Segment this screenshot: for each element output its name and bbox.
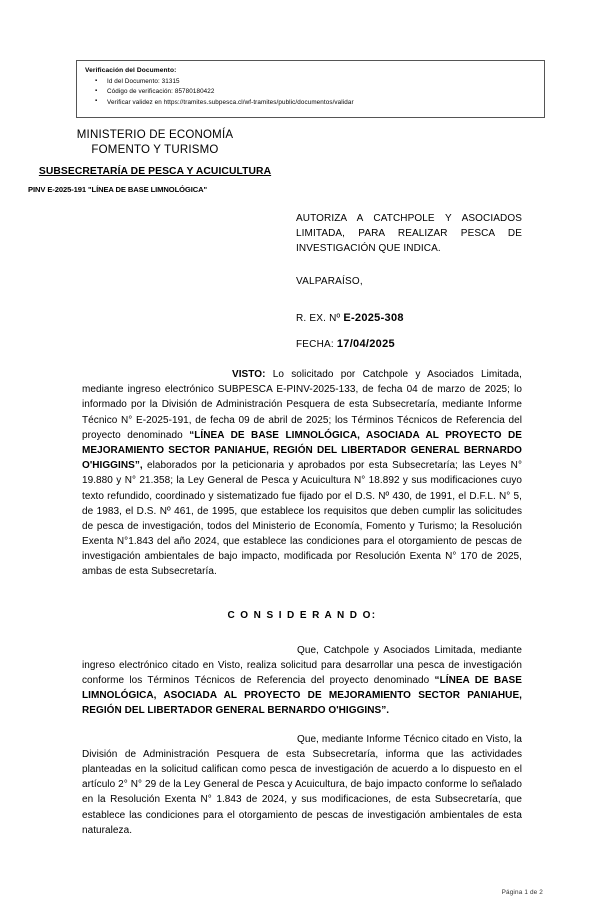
visto-text-a: Lo solicitado por Catchpole y Asociados Limitada, mediante ingreso electrónico SUBPESCA E-PINV-2025-133, de fecha 04 de marzo de 2025; lo informado por la División de Administración Pesquera de esta Subsecretaría, mediante Informe Técnico N° E-2025-191, de fecha 09 de abril de 2025; los Términos Técnicos de Referencia del proyecto denominado [82,369,522,441]
page-number: Página 1 de 2 [501,889,543,896]
subsecretaria-title: SUBSECRETARÍA DE PESCA Y ACUICULTURA [38,166,272,178]
verification-item-url: ▪ Verificar validez en https://tramites.subpesca.cl/wf-tramites/public/documentos/validar [107,98,538,108]
ministry-line-1: MINISTERIO DE ECONOMÍA [76,129,234,141]
resolution-number: E-2025-308 [343,312,404,324]
document-subject: AUTORIZA A CATCHPOLE Y ASOCIADOS LIMITADA, PARA REALIZAR PESCA DE INVESTIGACIÓN QUE INDICA. [296,213,522,255]
cons2-text: Que, mediante Informe Técnico citado en Visto, la División de Administración Pesquera de esta Subsecretaría, informa que las actividades planteadas en la solicitud califican como pesca de investigación de acuerdo a lo dispuesto en el artículo 2° N° 29 de la Ley General de Pesca y Acuicultura, de bajo impacto conforme lo señalado en la Resolución Exenta N° 1.843 de 2024, y sus modificaciones, de esta Subsecretaría, que establece las condiciones para el otorgamiento de pescas de investigación ambientales de esta naturaleza. [82,733,522,836]
date-value: 17/04/2025 [336,338,395,350]
date-label: FECHA: [296,339,337,350]
verification-item-id: ▪ Id del Documento: 31315 [107,77,538,87]
resolution-number-line [296,312,404,324]
verification-box [76,60,545,118]
visto-paragraph [82,367,522,580]
considerando-heading: C O N S I D E R A N D O: [227,609,377,621]
verification-title: Verificación del Documento: [85,67,177,74]
resolution-date-line [296,338,395,350]
document-body [82,367,522,838]
resolution-label: R. EX. Nº [296,313,344,324]
visto-project-title: “LÍNEA DE BASE LIMNOLÓGICA, ASOCIADA AL PROYECTO DE MEJORAMIENTO SECTOR PANIAHUE, REGIÓN DEL LIBERTADOR GENERAL BERNARDO O'HIGGINS”, [82,429,522,472]
visto-text-b: elaborados por la peticionaria y aprobados por esta Subsecretaría; las Leyes N° 19.880 y N° 21.358; la Ley General de Pesca y Acuicultura N° 18.892 y sus modificaciones cuyo texto refundido, coordinado y sistematizado fue fijado por el D.S. Nº 430, de 1991, el D.F.L. N° 5, de 1983, el D.S. Nº 461, de 1995, que establece los requisitos que deben cumplir las solicitudes de pesca de investigación, todos del Ministerio de Economía, Fomento y Turismo; la Resolución Exenta N°1.843 del año 2024, que establece las condiciones para el otorgamiento de pescas de investigación ambientales de bajo impacto, modificada por Resolución Exenta N° 170 de 2025, ambas de esta Subsecretaría. [82,460,522,578]
issue-place: VALPARAÍSO, [296,276,363,287]
considerando-paragraph-2 [82,732,522,838]
letterhead [30,128,280,194]
verification-list [85,77,538,108]
considerando-paragraph-1 [82,643,522,719]
cons1-text: Que, Catchpole y Asociados Limitada, mediante ingreso electrónico citado en Visto, realiza solicitud para desarrollar una pesca de investigación conforme los Términos Técnicos de Referencia del proyecto denominado [82,644,522,686]
cons1-project-title: “LÍNEA DE BASE LIMNOLÓGICA, ASOCIADA AL PROYECTO DE MEJORAMIENTO SECTOR PANIAHUE, REGIÓN DEL LIBERTADOR GENERAL BERNARDO O'HIGGINS”. [82,675,522,717]
ministry-line-2: FOMENTO Y TURISMO [91,144,219,157]
visto-label: VISTO: [232,369,266,380]
verification-item-code: ▪ Código de verificación: 85780180422 [107,87,538,97]
project-code-line: PINV E-2025-191 "LÍNEA DE BASE LIMNOLÓGICA" [28,185,207,195]
